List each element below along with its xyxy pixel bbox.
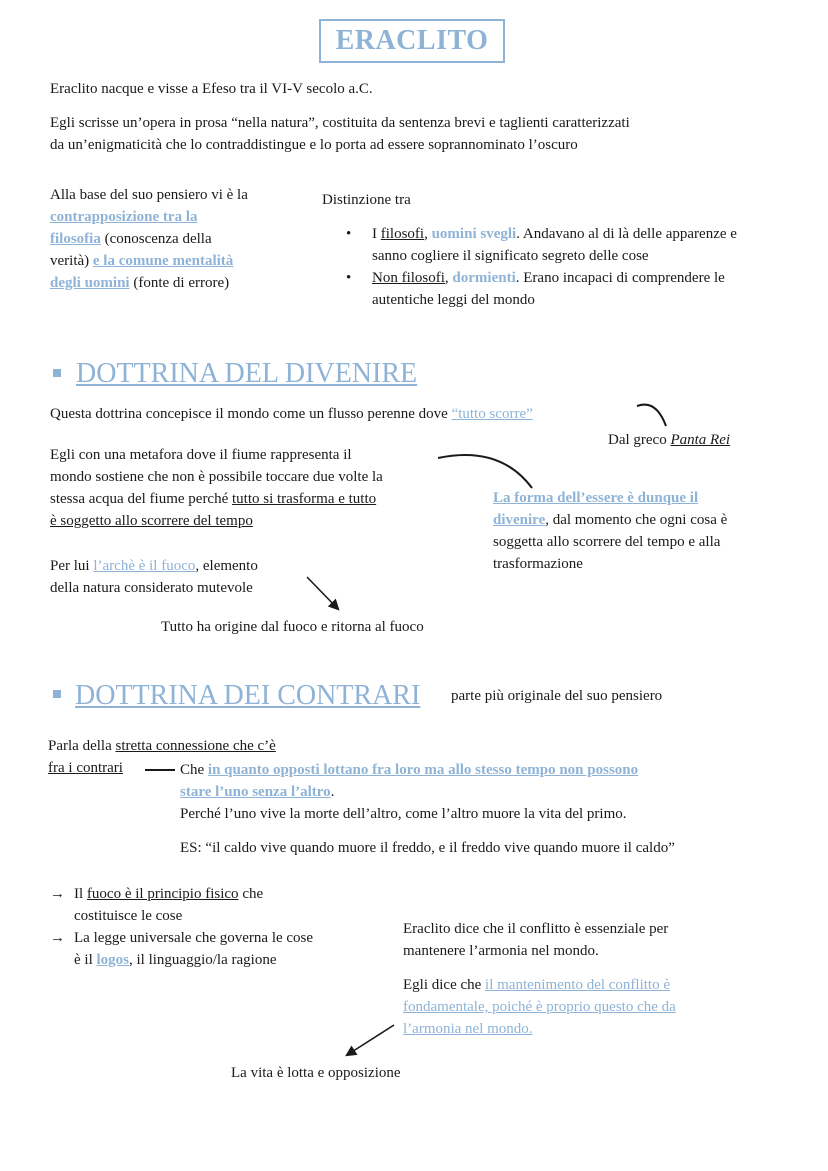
intro-paragraph-1: Eraclito nacque e visse a Efeso tra il VI-V secolo a.C. (50, 81, 373, 97)
right-arrow-icon: → (50, 886, 65, 902)
basis-text-3: (conoscenza della (100, 231, 212, 247)
panta-rei-connector (637, 405, 666, 426)
origin-statement: Tutto ha origine dal fuoco e ritorna al fuoco (161, 619, 424, 635)
section-heading-contrari: DOTTRINA DEI CONTRARI (75, 680, 421, 711)
harmony-arrow (347, 1025, 394, 1055)
egli-highlight-1: il mantenimento del conflitto è (485, 977, 670, 993)
right-arrow-icon: → (50, 930, 65, 946)
river-line-2: mondo sostiene che non è possibile toccare due volte la (50, 469, 383, 485)
che-highlight-1: in quanto opposti lottano fra loro ma allo stesso tempo non possono (207, 762, 639, 778)
a1-underlined: fuoco è il principio fisico (86, 886, 239, 902)
item1-highlight: uomini svegli (431, 226, 517, 242)
item2-comma: , (444, 270, 453, 286)
distinction-heading: Distinzione tra (322, 192, 411, 208)
flow-highlight: “tutto scorre” (451, 406, 533, 422)
arche-highlight: l’archè è il fuoco (93, 558, 196, 574)
che-highlight-2: stare l’uno senza l’altro (180, 784, 331, 800)
river-line-3-underlined: tutto si trasforma e tutto (232, 491, 377, 507)
intro-paragraph-2-line-1: Egli scrisse un’opera in prosa “nella natura”, costituita da sentenza brevi e taglienti caratterizzati (50, 115, 630, 131)
conflict-line-2: mantenere l’armonia nel mondo. (403, 943, 599, 959)
a2-highlight: logos (96, 952, 130, 968)
section-heading-divenire: DOTTRINA DEL DIVENIRE (76, 358, 418, 389)
perche-line: Perché l’uno vive la morte dell’altro, come l’altro muore la vita del primo. (180, 806, 627, 822)
parla-pre: Parla della (48, 738, 116, 754)
a1-rest: che (238, 886, 264, 902)
intro-paragraph-2-line-2: da un’enigmaticità che lo contraddistingue e lo porta ad essere soprannominato l’oscuro (50, 137, 578, 153)
forma-rest-1: , dal momento che ogni cosa è (545, 512, 728, 528)
a1-line-2: costituisce le cose (74, 908, 183, 924)
river-line-1: Egli con una metafora dove il fiume rappresenta il (50, 447, 352, 463)
item2-highlight: dormienti (452, 270, 516, 286)
arche-rest: , elemento (195, 558, 258, 574)
greek-term: Panta Rei (670, 432, 731, 448)
item1-comma: , (424, 226, 432, 242)
item2-underlined: Non filosofi (372, 270, 445, 286)
river-line-4-underlined: è soggetto allo scorrere del tempo (50, 513, 253, 529)
a1-pre: Il (74, 886, 87, 902)
basis-highlight-1: contrapposizione tra la (50, 209, 198, 225)
contrari-side-note: parte più originale del suo pensiero (451, 688, 663, 704)
egli-highlight-2: fondamentale, poiché è proprio questo che da (403, 999, 676, 1015)
forma-rest-2: soggetta allo scorrere del tempo e alla (493, 534, 721, 550)
item1-pre: I (372, 226, 381, 242)
basis-highlight-3: e la comune mentalità (92, 253, 234, 269)
basis-text-4: verità) (50, 253, 93, 269)
example-line: ES: “il caldo vive quando muore il freddo, e il freddo vive quando muore il caldo” (180, 840, 675, 856)
che-end: . (330, 784, 335, 800)
river-to-forma-connector (438, 455, 532, 488)
flow-pre: Questa dottrina concepisce il mondo come un flusso perenne dove (50, 406, 452, 422)
final-statement: La vita è lotta e opposizione (231, 1065, 401, 1081)
forma-highlight-1: La forma dell’essere è dunque il (493, 490, 699, 506)
parla-line-2-underlined: fra i contrari (48, 760, 123, 776)
a2-rest: , il linguaggio/la ragione (129, 952, 277, 968)
forma-highlight-2: divenire (493, 512, 546, 528)
egli-highlight-3: l’armonia nel mondo. (403, 1021, 533, 1037)
greek-pre: Dal greco (608, 432, 671, 448)
che-pre: Che (180, 762, 208, 778)
basis-line-1: Alla base del suo pensiero vi è la (50, 187, 248, 203)
egli-pre: Egli dice che (403, 977, 486, 993)
arche-pre: Per lui (50, 558, 94, 574)
page-title: ERACLITO (319, 19, 505, 63)
basis-highlight-2: filosofia (50, 231, 101, 247)
a2-line-1: La legge universale che governa le cose (74, 930, 314, 946)
basis-highlight-4: degli uomini (50, 275, 130, 291)
item1-rest: . Andavano al di là delle apparenze e sanno cogliere il significato segreto delle cose (372, 226, 737, 264)
a2-pre: è il (74, 952, 97, 968)
conflict-line-1: Eraclito dice che il conflitto è essenziale per (403, 921, 669, 937)
arche-line-2: della natura considerato mutevole (50, 580, 253, 596)
item2-rest: . Erano incapaci di comprendere le autentiche leggi del mondo (372, 270, 725, 308)
parla-underlined: stretta connessione che c’è (115, 738, 276, 754)
item1-underlined: filosofi (380, 226, 425, 242)
river-line-3-pre: stessa acqua del fiume perché (50, 491, 232, 507)
basis-text-5: (fonte di errore) (129, 275, 230, 291)
forma-rest-3: trasformazione (493, 556, 583, 572)
arche-arrow (307, 577, 338, 609)
